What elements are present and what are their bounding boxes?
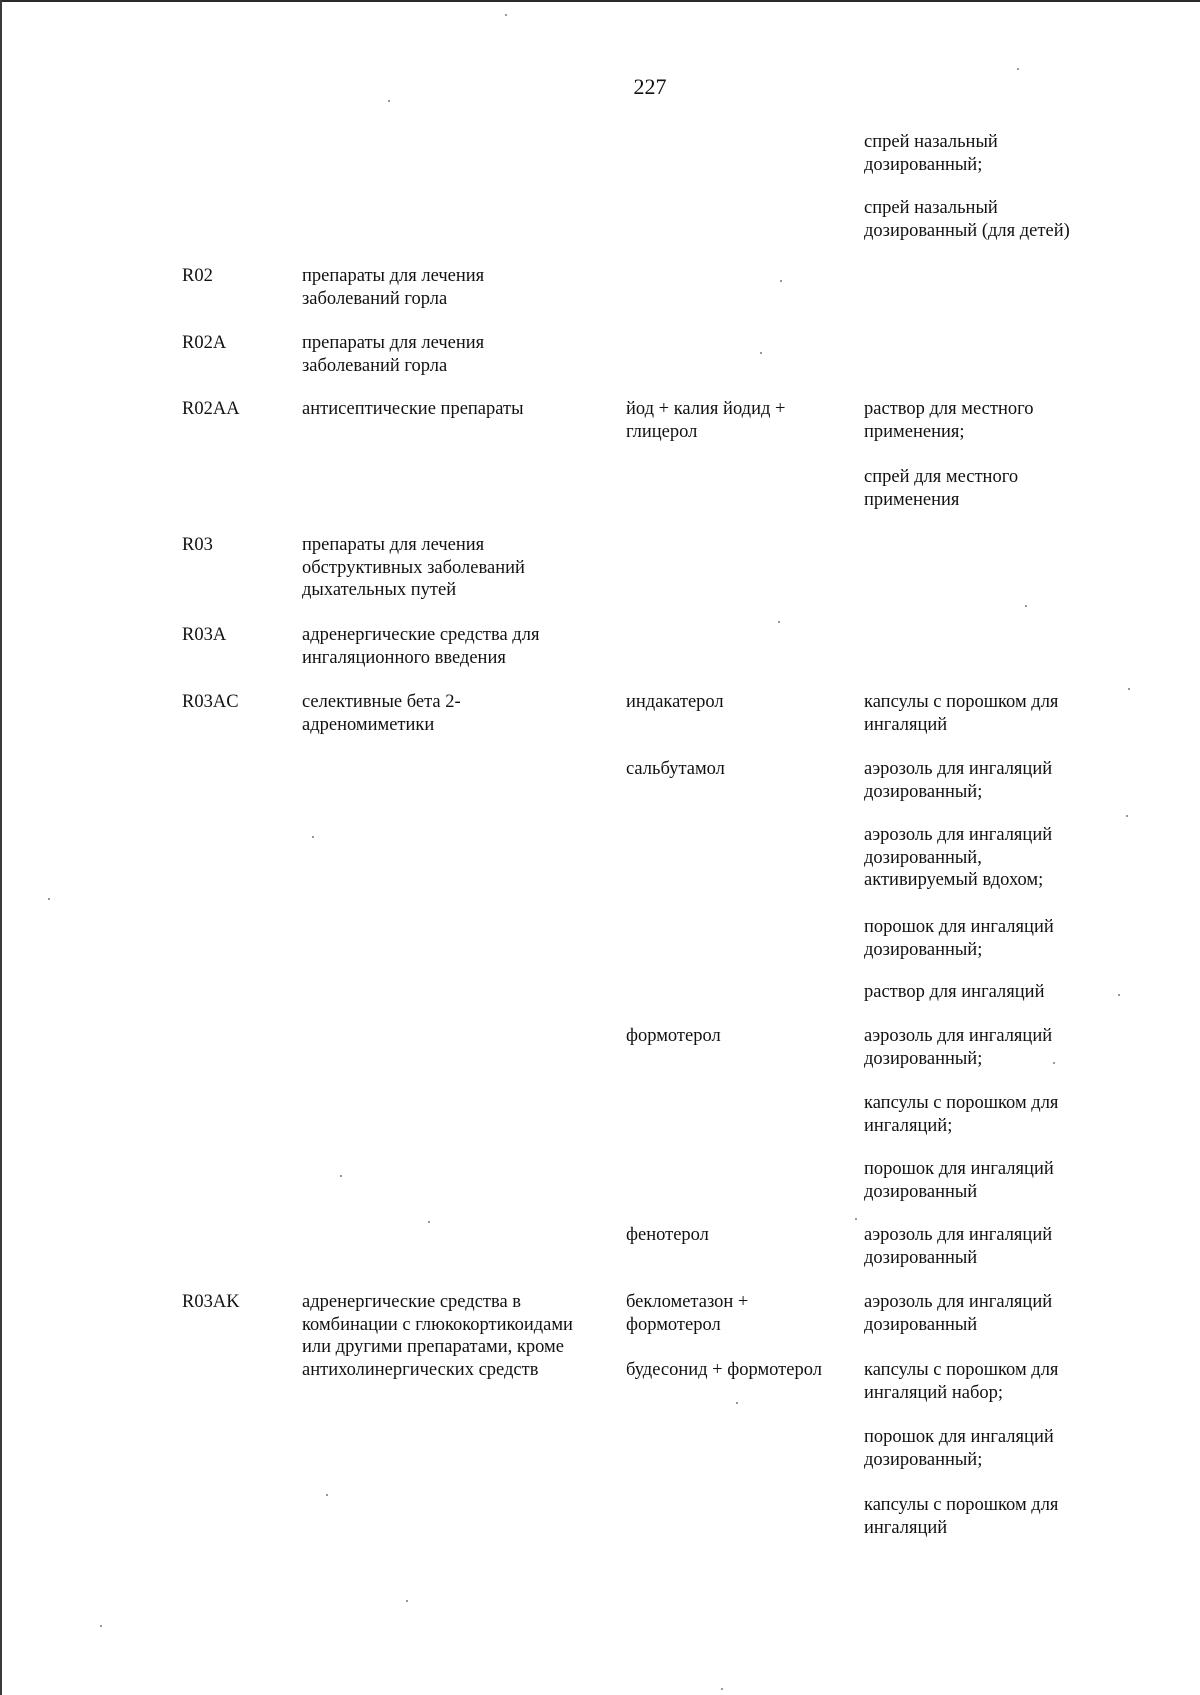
pharmacological-group-cell: препараты для лечения заболеваний горла: [302, 266, 485, 309]
dosage-form-cell: капсулы с порошком для ингаляций: [864, 1495, 1059, 1538]
pharmacological-group-cell: препараты для лечения заболеваний горла: [302, 333, 485, 376]
dosage-form-cell: спрей для местного применения: [864, 467, 1019, 510]
atc-code-cell: R02: [182, 266, 213, 286]
atc-code-cell: R02AA: [182, 399, 240, 419]
page-number: 227: [633, 74, 667, 99]
dosage-form-cell: аэрозоль для ингаляций дозированный: [864, 1225, 1053, 1268]
dosage-form-cell: раствор для местного применения;: [864, 399, 1034, 442]
dosage-form-cell: порошок для ингаляций дозированный;: [864, 1427, 1054, 1470]
atc-code-cell: R03AC: [182, 692, 239, 712]
atc-code-cell: R03A: [182, 625, 227, 645]
pharmacological-group-cell: адренергические средства для ингаляционного введения: [302, 625, 540, 668]
dosage-form-cell: порошок для ингаляций дозированный;: [864, 917, 1054, 960]
drug-name-cell: фенотерол: [626, 1225, 709, 1245]
atc-code-cell: R02A: [182, 333, 227, 353]
drug-name-cell: формотерол: [626, 1026, 721, 1046]
dosage-form-cell: порошок для ингаляций дозированный: [864, 1159, 1054, 1202]
dosage-form-cell: аэрозоль для ингаляций дозированный;: [864, 759, 1053, 802]
dosage-form-cell: аэрозоль для ингаляций дозированный;: [864, 1026, 1053, 1069]
dosage-form-cell: аэрозоль для ингаляций дозированный, активируемый вдохом;: [864, 825, 1053, 890]
dosage-form-cell: капсулы с порошком для ингаляций;: [864, 1093, 1059, 1136]
dosage-form-cell: аэрозоль для ингаляций дозированный: [864, 1292, 1053, 1335]
dosage-form-cell: спрей назальный дозированный;: [864, 132, 998, 175]
scan-top-edge: [0, 0, 1200, 2]
drug-name-cell: беклометазон + формотерол: [626, 1292, 749, 1335]
dosage-form-cell: капсулы с порошком для ингаляций набор;: [864, 1360, 1059, 1403]
dosage-form-cell: спрей назальный дозированный (для детей): [864, 198, 1070, 241]
dosage-form-cell: капсулы с порошком для ингаляций: [864, 692, 1059, 735]
atc-code-cell: R03: [182, 535, 213, 555]
pharmacological-group-cell: адренергические средства в комбинации с глюкокортикоидами или другими препаратами, кроме антихолинергических средств: [302, 1292, 573, 1380]
pharmacological-group-cell: селективные бета 2- адреномиметики: [302, 692, 461, 735]
dosage-form-cell: раствор для ингаляций: [864, 982, 1045, 1002]
drug-name-cell: сальбутамол: [626, 759, 725, 779]
drug-name-cell: будесонид + формотерол: [626, 1360, 822, 1380]
pharmacological-group-cell: препараты для лечения обструктивных заболеваний дыхательных путей: [302, 535, 525, 600]
drug-name-cell: йод + калия йодид + глицерол: [626, 399, 786, 442]
scan-left-edge: [0, 0, 2, 1695]
pharmacological-group-cell: антисептические препараты: [302, 399, 524, 419]
atc-code-cell: R03AK: [182, 1292, 240, 1312]
drug-name-cell: индакатерол: [626, 692, 724, 712]
